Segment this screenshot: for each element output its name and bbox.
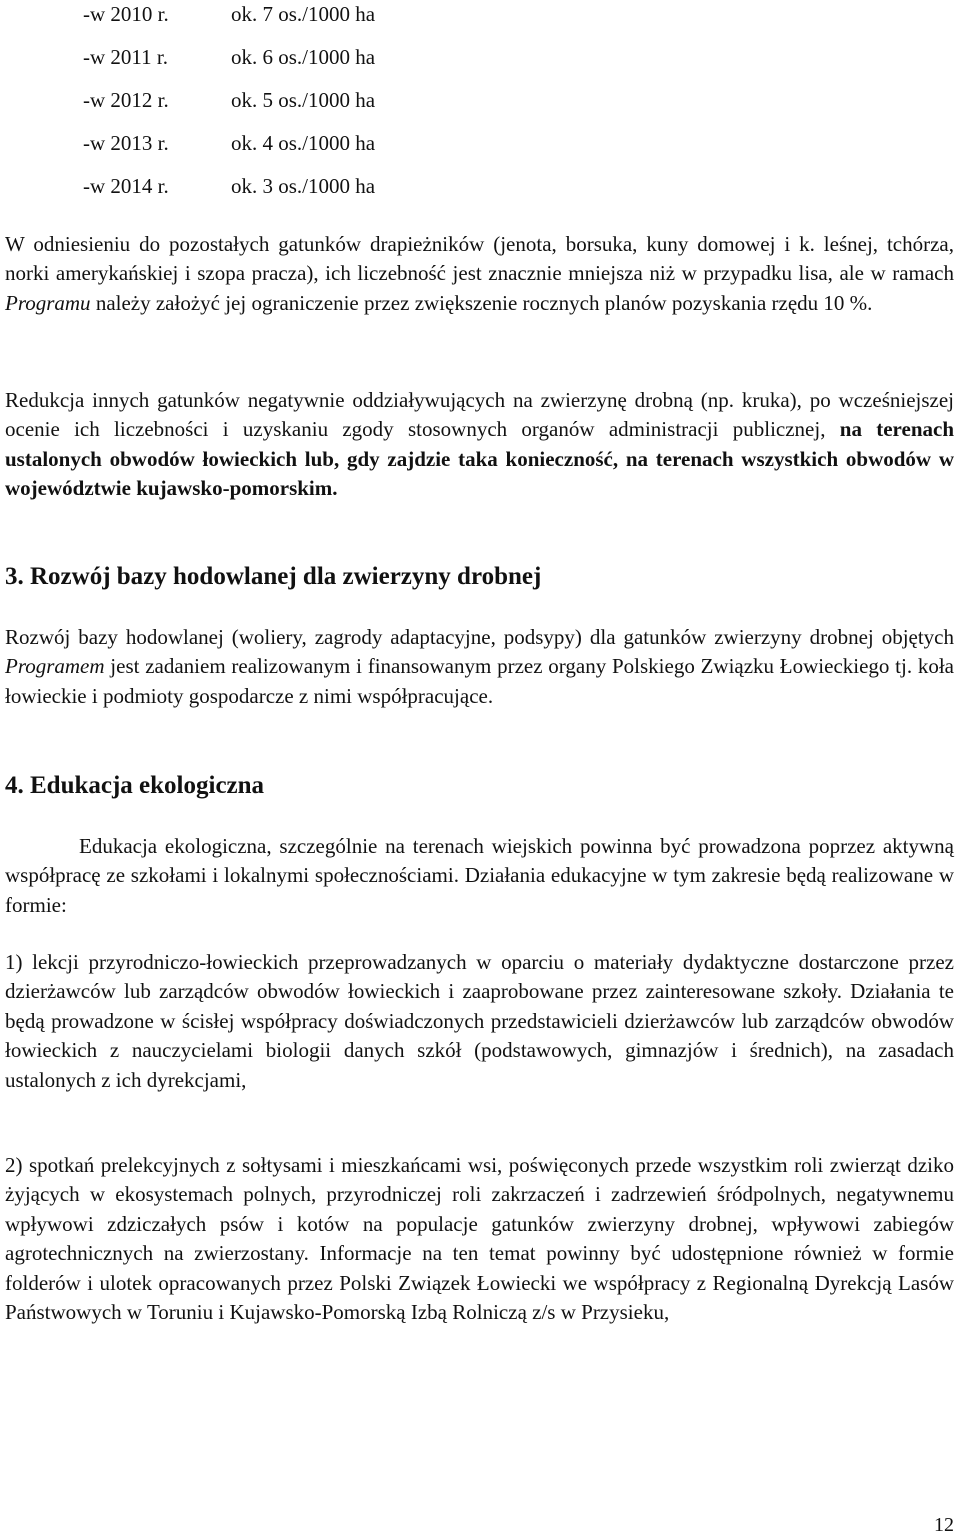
section-3-text: Rozwój bazy hodowlanej (woliery, zagrody adaptacyjne, podsypy) dla gatunków zwierzyny drobnej objętych [5, 625, 954, 649]
density-row-2014 [83, 172, 375, 215]
program-italic: Programu [5, 290, 91, 315]
density-value: ok. 6 os./1000 ha [231, 45, 376, 69]
paragraph-reduction-text: Redukcja innych gatunków negatywnie oddziaływujących na zwierzynę drobną (np. kruka), po wcześniejszej ocenie ich liczebności i uzyskaniu zgody stosownych organów administracji publicznej, [5, 388, 954, 442]
density-year: -w 2014 r. [83, 174, 169, 198]
programem-italic: Programem [5, 654, 105, 679]
density-row-2013 [83, 129, 375, 172]
paragraph-reduction-bold: na terenach ustalonych obwodów łowieckich lub, gdy zajdzie taka konieczność, na terenach wszystkich obwodów w województwie kujawsko-pomorskim. [5, 417, 954, 501]
density-value: ok. 3 os./1000 ha [231, 174, 376, 198]
density-value: ok. 7 os./1000 ha [231, 2, 376, 26]
density-row-2011 [83, 43, 375, 86]
section-4-intro: Edukacja ekologiczna, szczególnie na terenach wiejskich powinna być prowadzona poprzez aktywną współpracę ze szkołami i lokalnymi społecznościami. Działania edukacyjne w tym zakresie będą realizowane w formie: [5, 834, 954, 917]
density-year: -w 2011 r. [83, 45, 168, 69]
density-year: -w 2013 r. [83, 131, 169, 155]
density-list [83, 0, 375, 215]
section-3-paragraph [5, 623, 954, 711]
page-number: 12 [934, 1514, 954, 1536]
density-value: ok. 5 os./1000 ha [231, 88, 376, 112]
section-4-item-1: 1) lekcji przyrodniczo-łowieckich przeprowadzanych w oparciu o materiały dydaktyczne dostarczone przez dzierżawców lub zarządców obwodów łowieckich i zaaprobowane przez zainteresowane szkoły. Działania te będą prowadzone w ścisłej współpracy doświadczonych przedstawicieli dzierżawców lub zarządców obwodów łowieckich z nauczycielami biologii danych szkół (podstawowych, gimnazjów i średnich), na zasadach ustalonych z ich dyrekcjami, [5, 950, 954, 1092]
density-value: ok. 4 os./1000 ha [231, 131, 376, 155]
density-row-2012 [83, 86, 375, 129]
section-4-heading: 4. Edukacja ekologiczna [5, 772, 265, 799]
paragraph-predators [5, 230, 954, 318]
paragraph-predators-text: W odniesieniu do pozostałych gatunków drapieżników (jenota, borsuka, kuny domowej i k. leśnej, tchórza, norki amerykańskiej i szopa pracza), ich liczebność jest znacznie mniejsza niż w przypadku lisa, ale w ramach [5, 232, 954, 286]
density-year: -w 2012 r. [83, 88, 169, 112]
section-4-item-2: 2) spotkań prelekcyjnych z sołtysami i mieszkańcami wsi, poświęconych przede wszystkim roli zwierząt dziko żyjących w ekosystemach polnych, przyrodniczej roli zakrzaczeń i zadrzewień śródpolnych, negatywnemu wpływowi zdziczałych psów i kotów na populacje gatunków zwierzyny drobnej, wpływowi zabiegów agrotechnicznych na zwierzostany. Informacje na ten temat powinny być udostępnione również w formie folderów i ulotek opracowanych przez Polski Związek Łowiecki we współpracy z Regionalną Dyrekcją Lasów Państwowych w Toruniu i Kujawsko-Pomorską Izbą Rolniczą z/s w Przysieku, [5, 1153, 954, 1325]
density-row-2010 [83, 0, 375, 43]
section-3-heading: 3. Rozwój bazy hodowlanej dla zwierzyny drobnej [5, 563, 542, 590]
paragraph-predators-text-end: należy założyć jej ograniczenie przez zwiększenie rocznych planów pozyskania rzędu 10 %. [90, 290, 873, 315]
density-year: -w 2010 r. [83, 2, 169, 26]
section-3-text-end: jest zadaniem realizowanym i finansowanym przez organy Polskiego Związku Łowieckiego tj. koła łowieckie i podmioty gospodarcze z nimi współpracujące. [5, 654, 954, 708]
paragraph-reduction [5, 386, 954, 504]
